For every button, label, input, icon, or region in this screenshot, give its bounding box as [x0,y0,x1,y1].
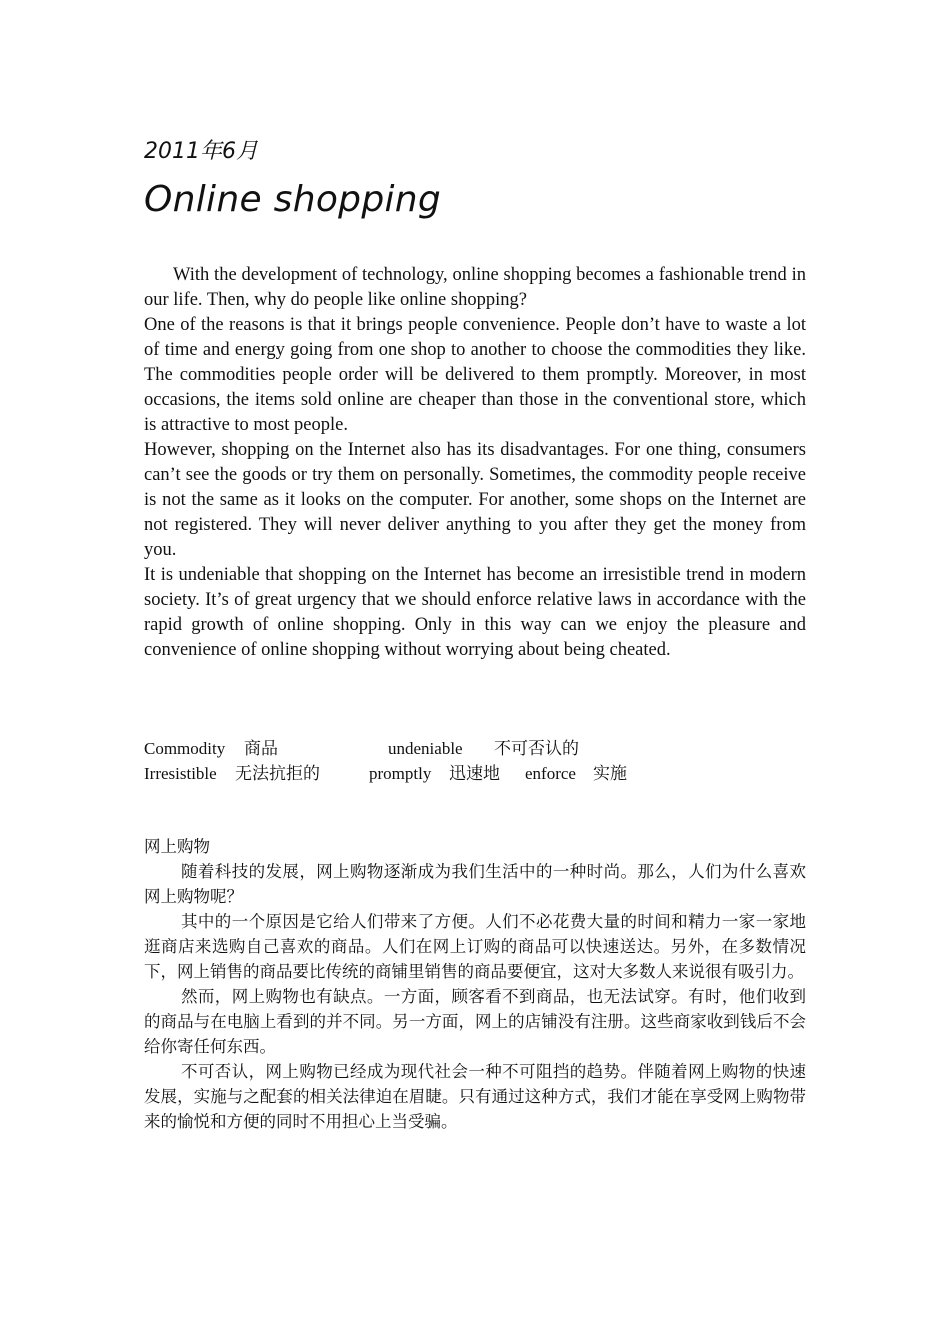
vocabulary-row-1 [144,736,806,761]
english-paragraph-3: However, shopping on the Internet also has its disadvantages. For one thing, consumers can’t see the goods or try them on personally. Sometimes, the commodity people receive is not the same as it looks on the computer. For another, some shops on the Internet are not registered. They will never deliver anything to you after they get the money from you. [144,440,806,560]
chinese-translation [144,834,806,1134]
vocab-word-promptly: promptly [369,764,432,783]
vocab-meaning-irresistible: 无法抗拒的 [235,764,320,783]
english-paragraph-2: One of the reasons is that it brings people convenience. People don’t have to waste a lot of time and energy going from one shop to another to choose the commodities they like. The commodities people order will be delivered to them promptly. Moreover, in most occasions, the items sold online are cheaper than those in the conventional store, which is attractive to most people. [144,315,806,435]
vocab-meaning-commodity: 商品 [244,739,278,758]
vocab-meaning-undeniable: 不可否认的 [494,739,579,758]
date-heading: 2011年6月 [144,139,258,164]
chinese-paragraph-1: 随着科技的发展，网上购物逐渐成为我们生活中的一种时尚。那么，人们为什么喜欢网上购物呢？ [144,862,806,906]
chinese-paragraph-2: 其中的一个原因是它给人们带来了方便。人们不必花费大量的时间和精力一家一家地逛商店来选购自己喜欢的商品。人们在网上订购的商品可以快速送达。另外，在多数情况下，网上销售的商品要比传统的商铺里销售的商品要便宜，这对大多数人来说很有吸引力。 [144,912,806,981]
chinese-title: 网上购物 [144,837,210,856]
chinese-paragraph-4: 不可否认，网上购物已经成为现代社会一种不可阻挡的趋势。伴随着网上购物的快速发展，实施与之配套的相关法律迫在眉睫。只有通过这种方式，我们才能在享受网上购物带来的愉悦和方便的同时不用担心上当受骗。 [144,1062,806,1131]
vocabulary-row-2 [144,761,806,786]
vocab-word-undeniable: undeniable [388,739,463,758]
english-paragraph-4: It is undeniable that shopping on the Internet has become an irresistible trend in modern society. It’s of great urgency that we should enforce relative laws in accordance with the rapid growth of online shopping. Only in this way can we enjoy the pleasure and convenience of online shopping without worrying about being cheated. [144,565,806,660]
vocab-word-enforce: enforce [525,764,576,783]
vocab-meaning-promptly: 迅速地 [449,764,500,783]
chinese-paragraph-3: 然而，网上购物也有缺点。一方面，顾客看不到商品，也无法试穿。有时，他们收到的商品与在电脑上看到的并不同。另一方面，网上的店铺没有注册。这些商家收到钱后不会给你寄任何东西。 [144,987,806,1056]
essay-title: Online shopping [144,179,442,220]
vocabulary-list [144,736,806,786]
english-essay [144,263,806,663]
vocab-word-commodity: Commodity [144,739,226,758]
english-paragraph-1: With the development of technology, online shopping becomes a fashionable trend in our life. Then, why do people like online shopping? [144,265,806,310]
vocab-word-irresistible: Irresistible [144,764,217,783]
vocab-meaning-enforce: 实施 [593,764,627,783]
